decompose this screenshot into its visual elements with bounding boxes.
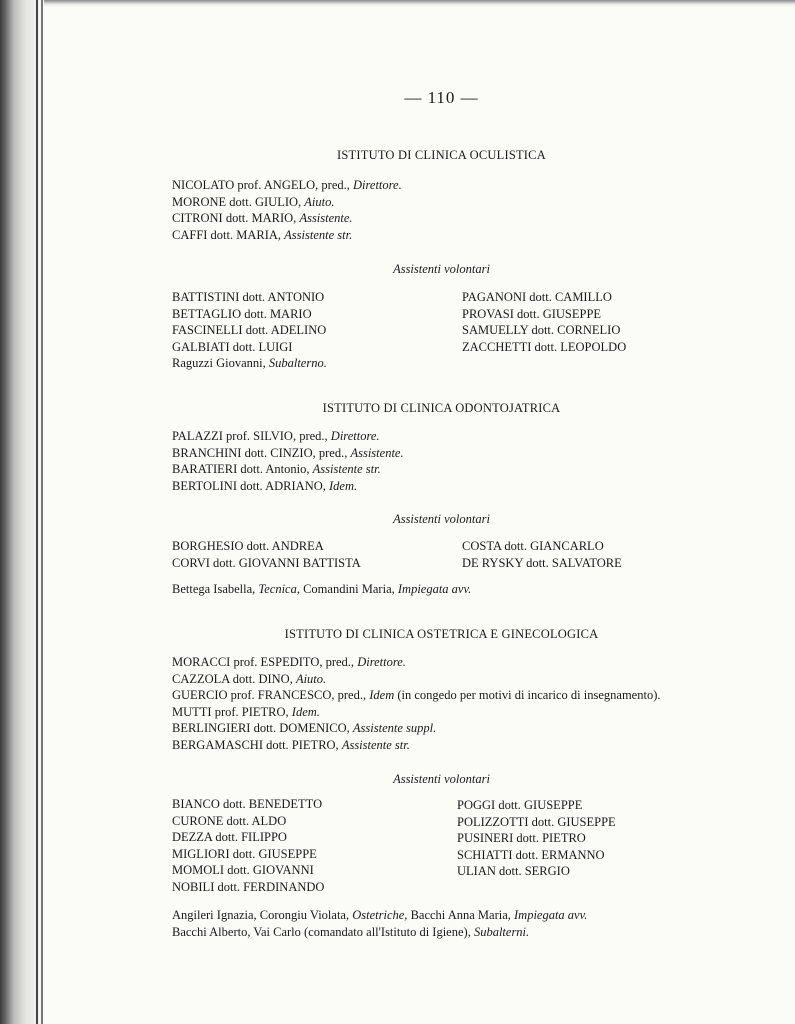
staff-entry: MUTTI prof. PIETRO, Idem.	[172, 704, 320, 719]
volunteer-entry: NOBILI dott. FERDINANDO	[172, 879, 325, 894]
volunteers-left-column	[172, 538, 361, 571]
staff-entry: CITRONI dott. MARIO, Assistente.	[172, 211, 353, 225]
section-title: ISTITUTO DI CLINICA ODONTOJATRICA	[322, 401, 561, 415]
volunteers-heading: Assistenti volontari	[393, 512, 490, 526]
volunteer-entry: BETTAGLIO dott. MARIO	[172, 306, 312, 321]
volunteer-entry: CURONE dott. ALDO	[172, 813, 287, 828]
volunteer-entry: PUSINERI dott. PIETRO	[457, 831, 586, 845]
volunteer-entry: PROVASI dott. GIUSEPPE	[462, 306, 602, 321]
staff-entry: NICOLATO prof. ANGELO, pred., Direttore.	[172, 178, 402, 192]
section-title: ISTITUTO DI CLINICA OCULISTICA	[337, 148, 546, 162]
volunteer-entry: DEZZA dott. FILIPPO	[172, 830, 287, 844]
volunteer-entry: PAGANONI dott. CAMILLO	[462, 290, 612, 304]
volunteer-entry: ZACCHETTI dott. LEOPOLDO	[462, 339, 627, 354]
volunteers-heading: Assistenti volontari	[393, 262, 490, 276]
volunteers-heading: Assistenti volontari	[393, 772, 490, 786]
volunteers-right-column	[462, 289, 626, 355]
subordinate-staff-note: Bacchi Alberto, Vai Carlo (comandato all'Istituto di Igiene), Subalterni.	[172, 924, 530, 939]
volunteer-entry: ULIAN dott. SERGIO	[457, 864, 570, 878]
staff-entry: BARATIERI dott. Antonio, Assistente str.	[172, 462, 381, 476]
staff-entry: CAFFI dott. MARIA, Assistente str.	[172, 227, 353, 242]
volunteer-entry: COSTA dott. GIANCARLO	[462, 539, 604, 553]
staff-entry: BERLINGIERI dott. DOMENICO, Assistente suppl.	[172, 721, 437, 735]
volunteers-left-column	[172, 289, 326, 355]
volunteer-entry: FASCINELLI dott. ADELINO	[172, 323, 327, 337]
volunteer-entry: DE RYSKY dott. SALVATORE	[462, 555, 622, 570]
volunteer-entry: POLIZZOTTI dott. GIUSEPPE	[457, 814, 616, 829]
staff-entry: MORONE dott. GIULIO, Aiuto.	[172, 194, 335, 209]
volunteers-left-column	[172, 796, 324, 895]
volunteer-entry: SCHIATTI dott. ERMANNO	[457, 847, 605, 862]
staff-entry: GUERCIO prof. FRANCESCO, pred., Idem (in congedo per motivi di incarico di insegnamento).	[172, 688, 661, 702]
volunteers-right-column	[462, 538, 622, 571]
section-title: ISTITUTO DI CLINICA OSTETRICA E GINECOLOGICA	[284, 627, 599, 641]
volunteer-entry: BORGHESIO dott. ANDREA	[172, 539, 324, 553]
volunteer-entry: MIGLIORI dott. GIUSEPPE	[172, 846, 317, 861]
volunteers-right-column	[457, 797, 616, 880]
volunteer-entry: MOMOLI dott. GIOVANNI	[172, 863, 314, 877]
staff-entry: MORACCI prof. ESPEDITO, pred., Direttore.	[172, 655, 406, 669]
volunteer-entry: POGGI dott. GIUSEPPE	[457, 798, 583, 812]
staff-entry: CAZZOLA dott. DINO, Aiuto.	[172, 671, 327, 686]
staff-entry: BERTOLINI dott. ADRIANO, Idem.	[172, 478, 358, 493]
support-staff-note: Angileri Ignazia, Corongiu Violata, Ostetriche, Bacchi Anna Maria, Impiegata avv.	[172, 908, 588, 922]
volunteer-entry: SAMUELLY dott. CORNELIO	[462, 323, 621, 337]
volunteer-entry: GALBIATI dott. LUIGI	[172, 339, 293, 354]
subordinate-staff-note: Raguzzi Giovanni, Subalterno.	[172, 356, 327, 370]
volunteer-entry: BATTISTINI dott. ANTONIO	[172, 290, 325, 304]
staff-entry: PALAZZI prof. SILVIO, pred., Direttore.	[172, 429, 380, 443]
volunteer-entry: CORVI dott. GIOVANNI BATTISTA	[172, 555, 361, 570]
staff-entry: BRANCHINI dott. CINZIO, pred., Assistente.	[172, 445, 404, 460]
page-number: — 110 —	[404, 88, 479, 107]
support-staff-note: Bettega Isabella, Tecnica, Comandini Maria, Impiegata avv.	[172, 582, 472, 596]
volunteer-entry: BIANCO dott. BENEDETTO	[172, 797, 323, 811]
staff-entry: BERGAMASCHI dott. PIETRO, Assistente str.	[172, 737, 410, 752]
